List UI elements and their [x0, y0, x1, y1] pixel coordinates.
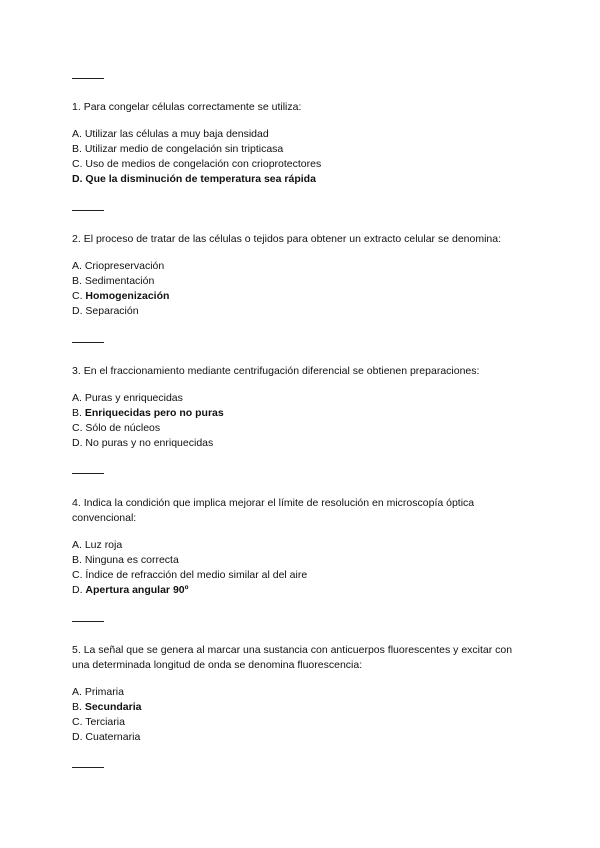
- option-d-correct: D. Apertura angular 90º: [72, 584, 189, 596]
- question-text: 4. Indica la condición que implica mejorar el límite de resolución en microscopía óptica convencional:: [72, 497, 475, 524]
- option-b: B. Utilizar medio de congelación sin tripticasa: [72, 143, 284, 155]
- option-a: A. Utilizar las células a muy baja densidad: [72, 128, 269, 140]
- question-2: [72, 232, 528, 319]
- question-5: [72, 643, 528, 745]
- separator-line: [72, 210, 104, 211]
- option-d: D. No puras y no enriquecidas: [72, 437, 214, 449]
- question-text: 2. El proceso de tratar de las células o tejidos para obtener un extracto celular se denomina:: [72, 233, 502, 245]
- question-3: [72, 364, 528, 451]
- option-c: C. Uso de medios de congelación con crioprotectores: [72, 158, 322, 170]
- option-a: A. Criopreservación: [72, 260, 165, 272]
- option-b-correct: B. Secundaria: [72, 701, 142, 713]
- options-list: [72, 127, 528, 187]
- question-4: [72, 496, 528, 598]
- options-list: [72, 259, 528, 319]
- option-d: D. Separación: [72, 305, 139, 317]
- option-c-correct: C. Homogenización: [72, 290, 170, 302]
- option-d: D. Cuaternaria: [72, 731, 141, 743]
- option-d-correct: D. Que la disminución de temperatura sea rápida: [72, 173, 316, 185]
- options-list: [72, 538, 528, 598]
- separator-line: [72, 767, 104, 768]
- separator-line: [72, 78, 104, 79]
- option-a: A. Puras y enriquecidas: [72, 392, 183, 404]
- separator-line: [72, 473, 104, 474]
- option-a: A. Luz roja: [72, 539, 123, 551]
- separator-line: [72, 342, 104, 343]
- question-text: 3. En el fraccionamiento mediante centrifugación diferencial se obtienen preparaciones:: [72, 365, 480, 377]
- option-a: A. Primaria: [72, 686, 124, 698]
- question-1: [72, 100, 528, 187]
- options-list: [72, 391, 528, 451]
- option-b: B. Sedimentación: [72, 275, 155, 287]
- option-c: C. Índice de refracción del medio similar al del aire: [72, 569, 308, 581]
- option-c: C. Sólo de núcleos: [72, 422, 161, 434]
- options-list: [72, 685, 528, 745]
- separator-line: [72, 621, 104, 622]
- question-text: 1. Para congelar células correctamente se utiliza:: [72, 101, 302, 113]
- option-b-correct: B. Enriquecidas pero no puras: [72, 407, 224, 419]
- option-b: B. Ninguna es correcta: [72, 554, 179, 566]
- option-c: C. Terciaria: [72, 716, 125, 728]
- question-text: 5. La señal que se genera al marcar una sustancia con anticuerpos fluorescentes y excitar con una determinada longitud de onda se denomina fluorescencia:: [72, 644, 513, 671]
